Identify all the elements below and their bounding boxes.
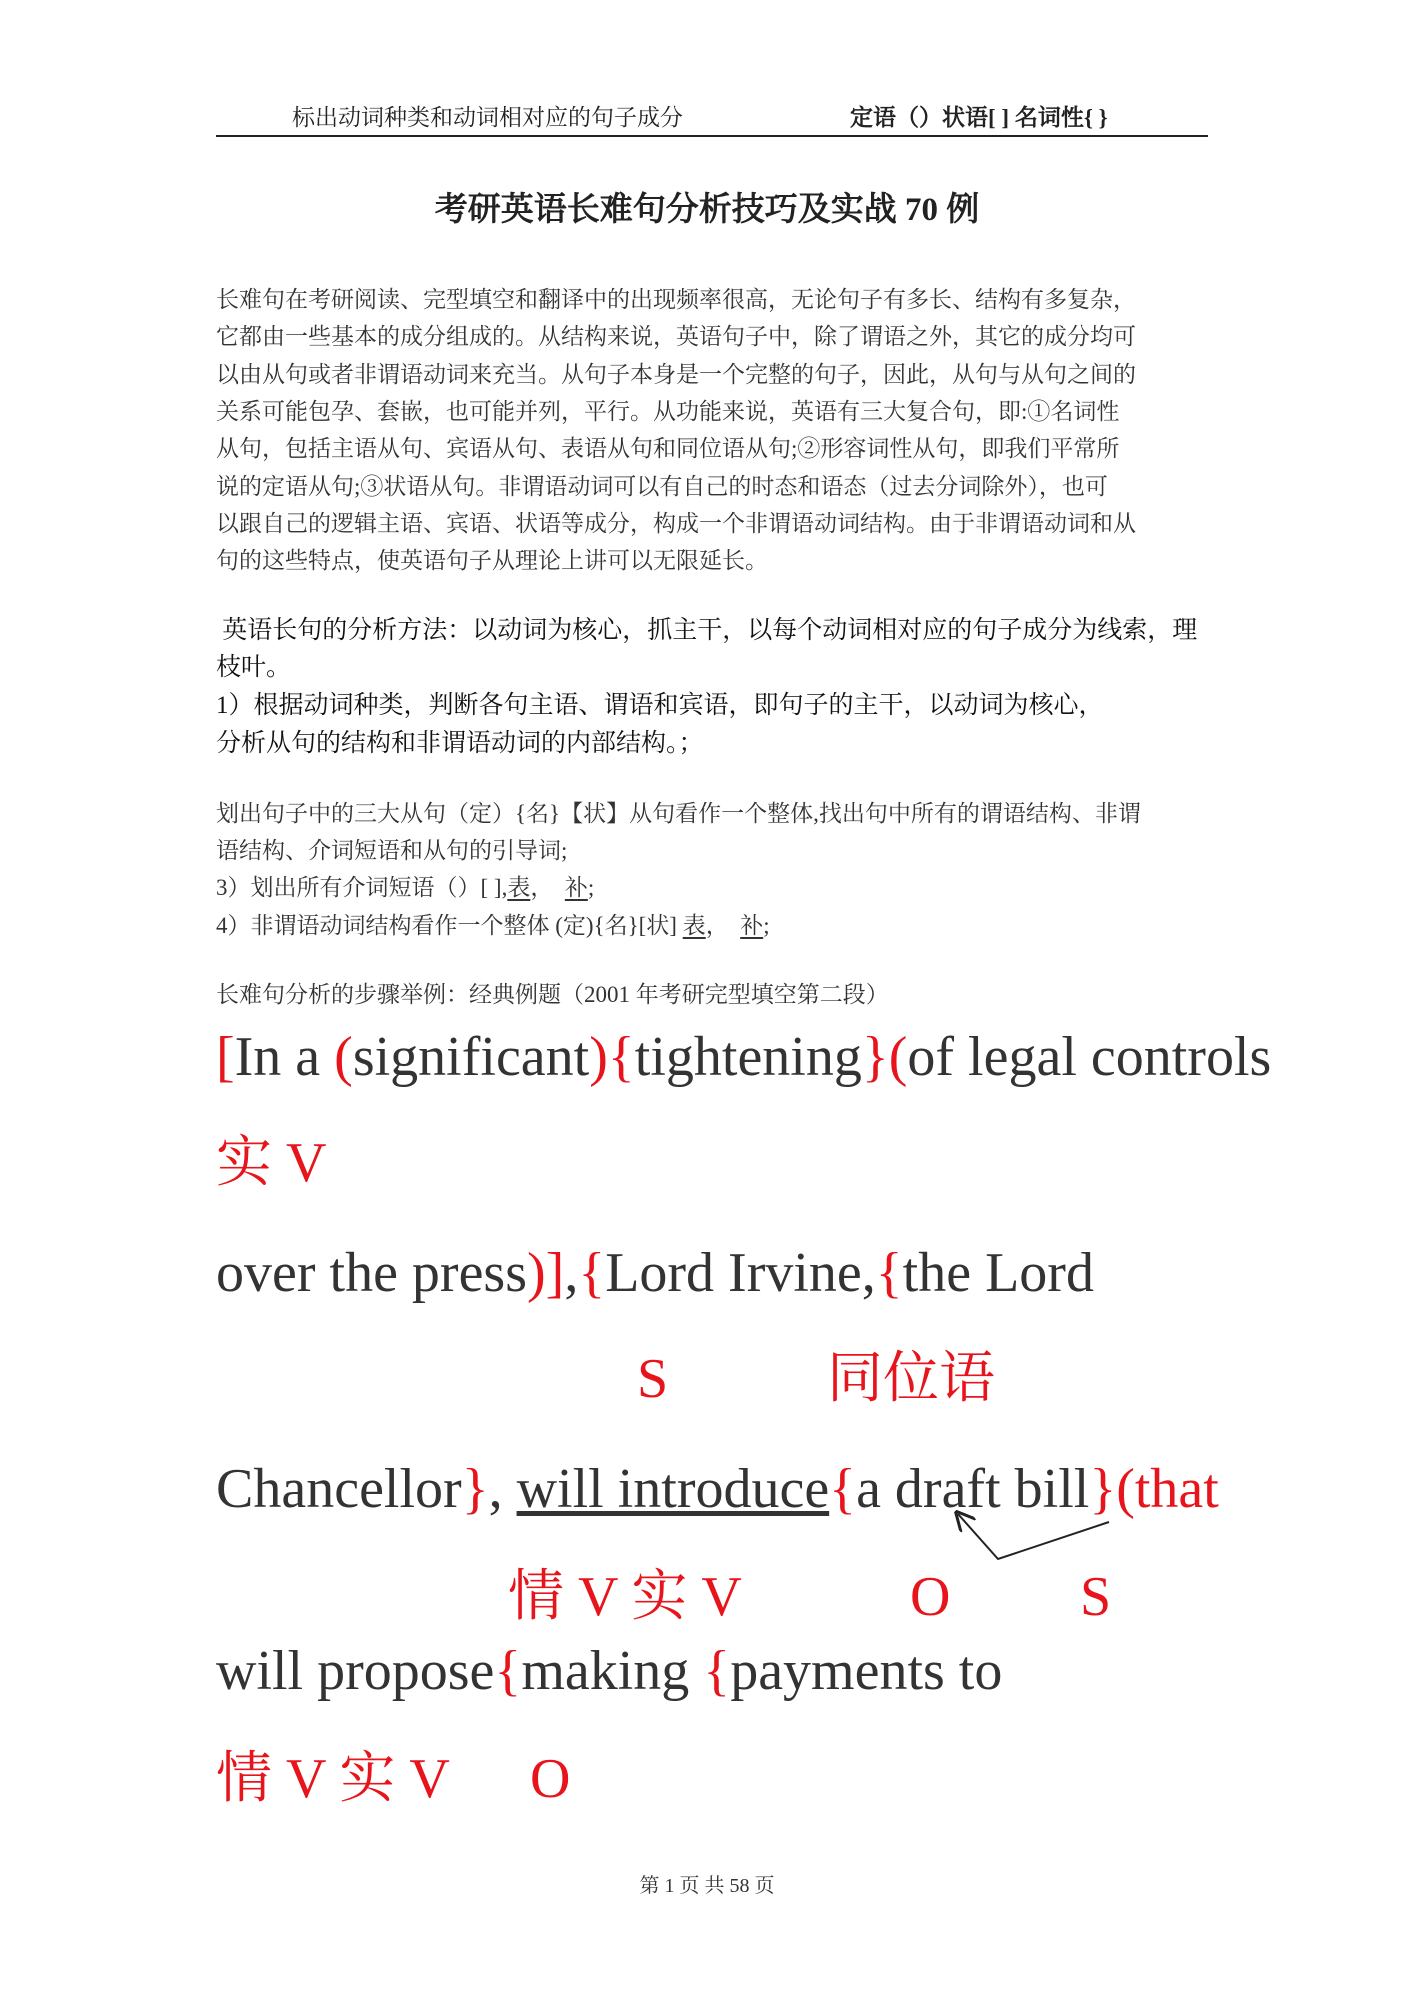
sentence-text: payments to — [730, 1640, 1003, 1702]
intro-line: 关系可能包孕、套嵌，也可能并列，平行。从功能来说，英语有三大复合句，即:①名词性 — [216, 398, 1120, 424]
intro-line: 以跟自己的逻辑主语、宾语、状语等成分，构成一个非谓语动词结构。由于非谓语动词和从 — [216, 510, 1136, 536]
bracket-mark: { — [703, 1640, 731, 1702]
bracket-mark: } — [861, 1026, 889, 1088]
text: 3）划出所有介词短语（）[ ], — [216, 875, 508, 900]
text: ; — [587, 875, 595, 900]
biao: 表 — [682, 913, 706, 938]
intro-line: 说的定语从句;③状语从句。非谓语动词可以有自己的时态和语态（过去分词除外），也可 — [216, 473, 1108, 499]
sentence-text: of legal controls — [907, 1026, 1272, 1088]
annotation: S — [637, 1348, 669, 1410]
bu: 补 — [564, 875, 588, 900]
sentence-text: will introduce — [516, 1458, 830, 1520]
sentence-text: tightening — [634, 1026, 862, 1088]
text: 4）非谓语动词结构看作一个整体 (定){名}[状] — [216, 913, 683, 938]
annotation: 实 V — [216, 1132, 327, 1194]
bu: 补 — [740, 913, 764, 938]
method-line: 分析从句的结构和非谓语动词的内部结构。； — [216, 730, 704, 757]
annotation: 同位语 — [827, 1348, 995, 1410]
sentence-text: In a — [234, 1026, 335, 1088]
text: ， — [705, 913, 741, 938]
method-line: 枝叶。 — [216, 654, 292, 681]
header-right: 定语（）状语[ ] 名词性{ } — [850, 105, 1108, 130]
annotation: O — [910, 1566, 951, 1628]
sentence-text: , — [564, 1242, 579, 1304]
sentence-text: significant — [352, 1026, 590, 1088]
intro-line: 句的这些特点，使英语句子从理论上讲可以无限延长。 — [216, 548, 768, 574]
bracket-mark: { — [875, 1242, 903, 1304]
steps-line-1: 划出句子中的三大从句（定）{名}【状】从句看作一个整体,找出句中所有的谓语结构、非谓 — [216, 801, 1141, 826]
sentence-text: making — [521, 1640, 704, 1702]
bracket-mark: )] — [527, 1242, 565, 1304]
method-line: 1）根据动词种类，判断各句主语、谓语和宾语，即句子的主干，以动词为核心， — [216, 692, 1104, 719]
bracket-mark: [ — [216, 1026, 235, 1088]
annotation: 情 V 实 V — [216, 1748, 450, 1810]
bracket-mark: } — [461, 1458, 489, 1520]
page-title: 考研英语长难句分析技巧及实战 70 例 — [434, 192, 980, 228]
bracket-mark: ( — [334, 1026, 353, 1088]
bracket-mark: { — [607, 1026, 635, 1088]
annotation: 情 V 实 V — [508, 1566, 742, 1628]
page-footer: 第 1 页 共 58 页 — [639, 1875, 775, 1897]
bracket-mark: { — [578, 1242, 606, 1304]
example-heading: 长难句分析的步骤举例：经典例题（2001 年考研完型填空第二段） — [216, 982, 889, 1007]
annotation: S — [1080, 1566, 1112, 1628]
text: ， — [530, 875, 565, 900]
sentence-text: over the press — [216, 1242, 528, 1304]
bracket-mark: { — [494, 1640, 522, 1702]
intro-line: 以由从句或者非谓语动词来充当。从句子本身是一个完整的句子，因此，从句与从句之间的 — [216, 361, 1136, 387]
sentence-text: the Lord — [902, 1242, 1094, 1304]
bracket-mark: ) — [589, 1026, 608, 1088]
sentence-text: a draft bill — [856, 1458, 1090, 1520]
sentence-text: , — [488, 1458, 517, 1520]
steps-line-2: 语结构、介词短语和从句的引导词; — [216, 838, 568, 863]
intro-line: 从句，包括主语从句、宾语从句、表语从句和同位语从句;②形容词性从句，即我们平常所 — [216, 436, 1120, 462]
sentence-text: will propose — [216, 1640, 495, 1702]
biao: 表 — [507, 875, 531, 900]
bracket-mark: ( — [888, 1026, 908, 1088]
intro-line: 它都由一些基本的成分组成的。从结构来说，英语句子中，除了谓语之外，其它的成分均可 — [216, 324, 1136, 350]
intro-line: 长难句在考研阅读、完型填空和翻译中的出现频率很高，无论句子有多长、结构有多复杂， — [216, 287, 1136, 312]
method-line: 英语长句的分析方法：以动词为核心，抓主干，以每个动词相对应的句子成分为线索，理 — [216, 617, 1198, 644]
annotation: O — [530, 1748, 571, 1810]
bracket-mark: { — [829, 1458, 857, 1520]
text: ; — [763, 913, 770, 938]
sentence-text: Chancellor — [216, 1458, 462, 1520]
bracket-mark: }(that — [1089, 1458, 1219, 1520]
sentence-text: Lord Irvine, — [605, 1242, 876, 1304]
header-left: 标出动词种类和动词相对应的句子成分 — [292, 105, 683, 130]
